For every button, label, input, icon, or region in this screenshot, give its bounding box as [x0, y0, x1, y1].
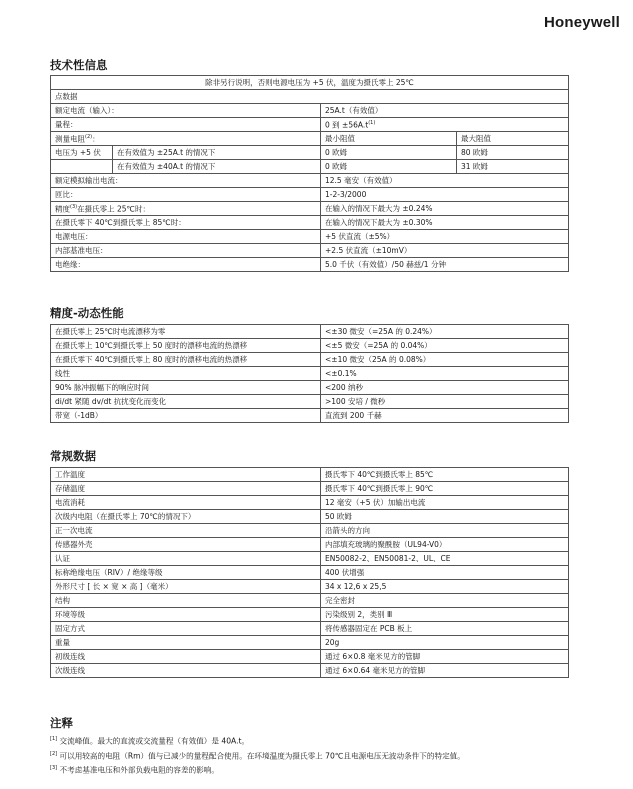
table-row [51, 622, 569, 636]
table-cell: 工作温度 [51, 468, 321, 482]
table-cell: 通过 6×0.8 毫米见方的管脚 [321, 650, 569, 664]
table-cell: 0 欧姆 [321, 146, 457, 160]
table-cell: 通过 6×0.64 毫米见方的管脚 [321, 664, 569, 678]
dynamic-performance-table [50, 324, 569, 423]
colon: ： [92, 134, 100, 143]
table-cell: 次级内电阻（在摄氏零上 70℃的情况下） [51, 510, 321, 524]
table-cell: 外形尺寸 [ 长 × 宽 × 高 ]（毫米） [51, 580, 321, 594]
table-cell: 5.0 千伏（有效值）/50 赫兹/1 分钟 [321, 258, 569, 272]
table-cell: 80 欧姆 [457, 146, 569, 160]
table-cell: 完全密封 [321, 594, 569, 608]
table-row [51, 90, 569, 104]
note-item [50, 762, 620, 777]
accuracy-label-suffix: 在摄氏零上 25℃时： [77, 204, 150, 213]
note-mark: [3] [50, 765, 58, 772]
table-cell: 量程： [51, 118, 321, 132]
table-cell: <±5 微安（=25A 的 0.04%） [321, 339, 569, 353]
table-row [51, 230, 569, 244]
range-value: 0 到 ±56A.t [325, 120, 369, 129]
table-cell: >100 安培 / 微秒 [321, 395, 569, 409]
table-row [51, 202, 569, 216]
measure-resistance-label: 测量电阻 [55, 134, 85, 143]
table-row [51, 608, 569, 622]
table-cell [51, 202, 321, 216]
table-cell: 污染级别 2，类别 Ⅲ [321, 608, 569, 622]
table-cell: <200 纳秒 [321, 381, 569, 395]
accuracy-label: 精度 [55, 204, 70, 213]
table-cell: 31 欧姆 [457, 160, 569, 174]
table-cell: 12 毫安（+5 伏）加输出电流 [321, 496, 569, 510]
table-cell: 50 欧姆 [321, 510, 569, 524]
table-cell: 400 伏增强 [321, 566, 569, 580]
honeywell-logo: Honeywell [544, 14, 620, 31]
table-row [51, 510, 569, 524]
table-cell: 在摄氏零下 40℃到摄氏零上 80 度时的漂移电流的热漂移 [51, 353, 321, 367]
note-item [50, 748, 620, 763]
table-cell: 在输入的情况下最大为 ±0.24% [321, 202, 569, 216]
section-title-technical: 技术性信息 [50, 58, 108, 72]
table-row [51, 160, 569, 174]
table-row [51, 76, 569, 90]
table-cell: 将传感器固定在 PCB 板上 [321, 622, 569, 636]
table-row [51, 580, 569, 594]
table-cell: 标称绝缘电压（RIV）/ 绝缘等级 [51, 566, 321, 580]
technical-info-table [50, 75, 569, 272]
footnote-mark: (3) [70, 203, 78, 210]
table-cell: 内部基准电压： [51, 244, 321, 258]
table-cell: 12.5 毫安（有效值） [321, 174, 569, 188]
table-row [51, 216, 569, 230]
table-row [51, 132, 569, 146]
table-cell: 在摄氏零上 25℃时电流漂移为零 [51, 325, 321, 339]
table-cell: +5 伏直流（±5%） [321, 230, 569, 244]
general-data-table [50, 467, 569, 678]
table-row [51, 174, 569, 188]
table-cell: 正一次电流 [51, 524, 321, 538]
table-cell [51, 132, 321, 146]
table-cell: 25A.t（有效值） [321, 104, 569, 118]
table-cell: <±30 微安（=25A 的 0.24%） [321, 325, 569, 339]
table-row [51, 664, 569, 678]
table-cell: 直流到 200 千赫 [321, 409, 569, 423]
table-row [51, 104, 569, 118]
table-cell: 在摄氏零下 40℃到摄氏零上 85℃时： [51, 216, 321, 230]
table-cell: 重量 [51, 636, 321, 650]
table-cell: 线性 [51, 367, 321, 381]
table-row [51, 146, 569, 160]
table-cell [51, 160, 113, 174]
table-cell: 在有效值为 ±25A.t 的情况下 [113, 146, 321, 160]
table-row [51, 381, 569, 395]
table-row [51, 468, 569, 482]
note-mark: [2] [50, 750, 58, 757]
table-row [51, 538, 569, 552]
table-cell: 在摄氏零上 10℃到摄氏零上 50 度时的漂移电流的热漂移 [51, 339, 321, 353]
table-cell: <±0.1% [321, 367, 569, 381]
table-cell: 环境等级 [51, 608, 321, 622]
note-item [50, 733, 620, 748]
table-row [51, 244, 569, 258]
table-cell: 匝比： [51, 188, 321, 202]
table-row [51, 325, 569, 339]
table-row [51, 552, 569, 566]
note-text: 交流峰值。最大的直流或交流量程（有效值）是 40A.t。 [57, 736, 250, 746]
table-row [51, 188, 569, 202]
table-cell: <±10 微安（25A 的 0.08%） [321, 353, 569, 367]
table-cell: 带宽（-1dB） [51, 409, 321, 423]
table-cell: 摄氏零下 40℃到摄氏零上 90℃ [321, 482, 569, 496]
table-cell: 在有效值为 ±40A.t 的情况下 [113, 160, 321, 174]
table-row [51, 566, 569, 580]
table-cell: 认证 [51, 552, 321, 566]
table-cell: 0 欧姆 [321, 160, 457, 174]
table-row [51, 353, 569, 367]
note-text: 不考虑基准电压和外部负载电阻的容差的影响。 [57, 765, 219, 775]
table-cell: 在输入的情况下最大为 ±0.30% [321, 216, 569, 230]
table-cell: 存储温度 [51, 482, 321, 496]
section-title-dynamic: 精度-动态性能 [50, 306, 124, 320]
table-cell: 20g [321, 636, 569, 650]
table-cell: 固定方式 [51, 622, 321, 636]
footnote-mark: (2) [85, 133, 93, 140]
table-row [51, 482, 569, 496]
table-row [51, 409, 569, 423]
note-mark: [1] [50, 736, 58, 742]
table-cell: 结构 [51, 594, 321, 608]
table-cell: 传感器外壳 [51, 538, 321, 552]
table-row [51, 118, 569, 132]
note-text: 可以用较高的电阻（Rm）值与已减少的量程配合使用。在环境温度为摄氏零上 70℃且电源电压无波动条件下的特定值。 [57, 751, 465, 761]
table-row [51, 496, 569, 510]
table-row [51, 339, 569, 353]
table-cell: 电流消耗 [51, 496, 321, 510]
table-cell: 额定模拟输出电流： [51, 174, 321, 188]
table-cell: 1-2-3/2000 [321, 188, 569, 202]
table-row [51, 636, 569, 650]
section-title-general: 常规数据 [50, 449, 96, 463]
table-cell: 点数据 [51, 90, 569, 104]
notes-list [50, 733, 620, 777]
table-cell: 电绝缘： [51, 258, 321, 272]
section-title-notes: 注释 [50, 716, 73, 730]
footnote-mark: (1) [368, 119, 376, 126]
table-cell: 电源电压： [51, 230, 321, 244]
table-header-cell: 最大阻值 [457, 132, 569, 146]
table-cell: 额定电流（输入）： [51, 104, 321, 118]
table-row [51, 650, 569, 664]
table-header-cell: 最小阻值 [321, 132, 457, 146]
table-cell: 电压为 +5 伏 [51, 146, 113, 160]
table-cell: 初级连线 [51, 650, 321, 664]
table-cell: di/dt 紧随 dv/dt 抗扰变化而变化 [51, 395, 321, 409]
table-cell: 内部填充玻璃的聚酰胺（UL94-V0） [321, 538, 569, 552]
table-row [51, 367, 569, 381]
table-caption: 除非另行说明，否则电源电压为 +5 伏，温度为摄氏零上 25℃ [51, 76, 569, 90]
table-cell: 34 x 12,6 x 25,5 [321, 580, 569, 594]
table-cell: 沿箭头的方向 [321, 524, 569, 538]
table-cell: 摄氏零下 40℃到摄氏零上 85℃ [321, 468, 569, 482]
table-cell [321, 118, 569, 132]
table-cell: 90% 脉冲振幅下的响应时间 [51, 381, 321, 395]
table-cell: EN50082-2、EN50081-2、UL、CE [321, 552, 569, 566]
table-row [51, 395, 569, 409]
table-cell: +2.5 伏直流（±10mV） [321, 244, 569, 258]
table-row [51, 594, 569, 608]
table-row [51, 524, 569, 538]
table-cell: 次级连线 [51, 664, 321, 678]
table-row [51, 258, 569, 272]
